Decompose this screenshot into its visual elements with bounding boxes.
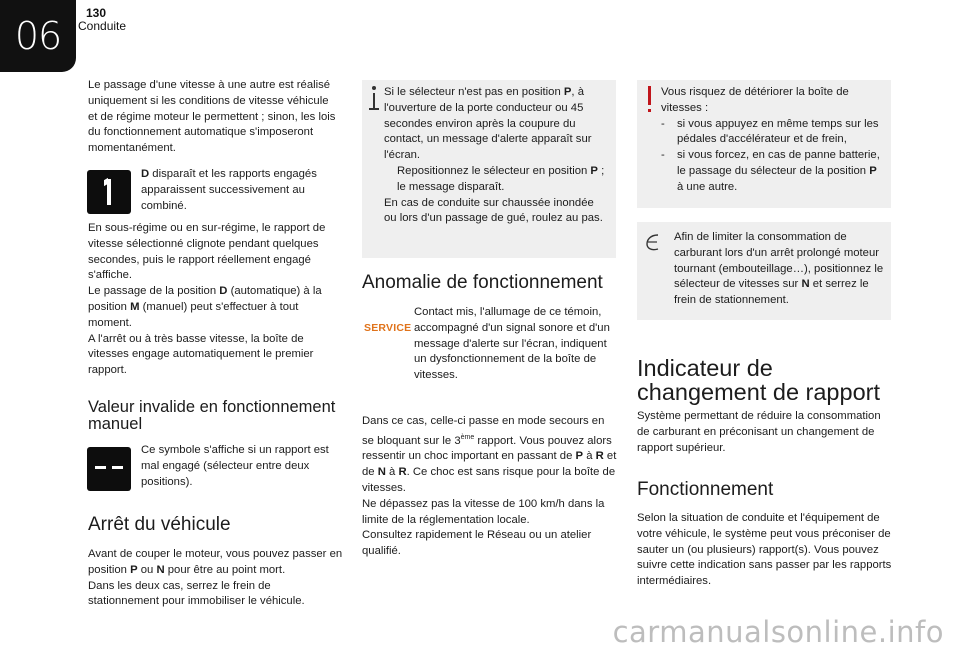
stop-c: pour être au point mort.	[164, 563, 286, 576]
para2-b1: Le passage de la position	[88, 285, 220, 298]
case-r2: R	[398, 466, 407, 479]
info-bullet-a: Repositionnez le sélecteur en position	[397, 164, 591, 177]
stop-paragraph	[88, 547, 343, 610]
case-e: à	[385, 466, 399, 479]
info-b: , à l'ouverture de la porte conducteur ou 45 secondes environ après la coupure du contact, un message d'alerte apparaît sur l'écran.	[384, 86, 592, 162]
case-d: et de	[362, 450, 617, 479]
d-letter: D	[141, 168, 150, 180]
heading-anomaly: Anomalie de fonctionnement	[362, 272, 603, 293]
d-text: disparaît et les rapports engagés apparaissent successivement au combiné.	[141, 168, 317, 212]
case-a: Dans ce cas, celle-ci passe en mode secours en se bloquant sur le 3	[362, 415, 605, 447]
info-c: En cas de conduite sur chaussée inondée ou lors d'un passage de gué, roulez au pas.	[384, 196, 603, 225]
eco-box	[637, 222, 891, 320]
service-warning-icon: SERVICE	[364, 322, 412, 334]
case-g: Ne dépassez pas la vitesse de 100 km/h dans la limite de la réglementation locale.	[362, 497, 605, 526]
warn-intro: Vous risquez de détériorer la boîte de vitesses :	[661, 86, 849, 114]
case-p: P	[575, 450, 584, 463]
eco-n: N	[801, 278, 810, 291]
gear-change-paragraph	[88, 221, 340, 379]
function-paragraph	[637, 511, 892, 590]
invalid-gear-icon	[87, 447, 131, 491]
para2-b3: (manuel) peut s'effectuer à tout moment.	[88, 300, 299, 329]
info-bullet-b: ; le message disparaît.	[397, 164, 605, 193]
case-b: rapport. Vous pouvez alors ressentir un choc important en passant de	[362, 434, 612, 463]
dash-mark: -	[661, 117, 665, 130]
stop-d: Dans les deux cas, serrez le frein de stationnement pour immobiliser le véhicule.	[88, 579, 305, 608]
warn-item2-p: P	[869, 164, 877, 177]
case-c: à	[583, 450, 596, 463]
para2-m: M	[130, 300, 140, 313]
heading-vehicle-stop: Arrêt du véhicule	[88, 514, 231, 535]
warn-item2-a: si vous forcez, en cas de panne batterie, le passage du sélecteur de la position	[677, 149, 880, 177]
heading-invalid-value: Valeur invalide en fonctionnement manuel	[88, 398, 336, 433]
anomaly-paragraph	[414, 305, 610, 384]
eco-b: et serrez le frein de stationnement.	[674, 278, 869, 307]
info-p: P	[563, 86, 572, 98]
eco-leaf-icon	[645, 232, 661, 252]
chapter-number: 06	[0, 0, 76, 72]
para2-a: En sous-régime ou en sur-régime, le rapport de vitesse sélectionné clignote pendant quelques secondes, puis le rapport réellement engagé s'affiche.	[88, 222, 326, 282]
warning-exclamation-icon	[647, 86, 653, 114]
stop-b: ou	[137, 563, 157, 576]
dash-mark: -	[661, 149, 665, 162]
intro-paragraph	[88, 78, 338, 157]
case-n: N	[377, 466, 386, 479]
case-paragraph	[362, 414, 618, 560]
case-sup: ème	[460, 433, 475, 441]
info-bullet-p: P	[590, 164, 598, 177]
heading-shift-indicator: Indicateur de changement de rapport	[637, 355, 880, 405]
indicator-text: Système permettant de réduire la consommation de carburant en préconisant un changement de rapport supérieur.	[637, 410, 881, 454]
case-f: . Ce choc est sans risque pour la boîte de vitesses.	[362, 466, 616, 494]
para2-b2: (automatique) à la position	[88, 285, 322, 313]
case-r1: R	[595, 450, 604, 463]
d-paragraph	[141, 167, 336, 214]
case-h: Consultez rapidement le Réseau ou un atelier qualifié.	[362, 529, 592, 558]
stop-a: Avant de couper le moteur, vous pouvez passer en position	[88, 548, 343, 576]
function-text: Selon la situation de conduite et l'équipement de votre véhicule, le système peut vous préconiser de sauter un (ou plusieurs) rapport(s). Vous pouvez suivre cette indication sans passer par les rapports intermédiaires.	[637, 512, 892, 588]
indicator-paragraph	[637, 409, 892, 456]
eco-a: Afin de limiter la consommation de carburant lors d'un arrêt prolongé moteur tournant (embouteillage…), positionnez le sélecteur de vitesses sur	[674, 231, 884, 291]
info-a: Si le sélecteur n'est pas en position	[384, 86, 564, 98]
invalid-text: Ce symbole s'affiche si un rapport est mal engagé (sélecteur entre deux positions).	[141, 444, 329, 488]
section-title: Conduite	[78, 19, 127, 33]
info-icon	[369, 86, 379, 114]
info-text-block	[384, 85, 609, 227]
stop-n: N	[156, 563, 165, 576]
info-box	[362, 80, 616, 258]
warning-text-block	[661, 85, 885, 196]
anomaly-text: Contact mis, l'allumage de ce témoin, accompagné d'un signal sonore et d'un message d'alerte sur l'écran, indiquent un dysfonctionnement de la boîte de vitesses.	[414, 306, 610, 382]
page-number: 130	[86, 6, 107, 20]
heading-operation: Fonctionnement	[637, 479, 774, 500]
stop-p: P	[130, 563, 138, 576]
warn-item2-b: à une autre.	[677, 180, 738, 193]
invalid-paragraph	[141, 443, 331, 490]
para2-d: D	[219, 285, 228, 298]
gear-display-icon	[87, 170, 131, 214]
watermark: carmanualsonline.info	[612, 615, 944, 649]
warn-item1: si vous appuyez en même temps sur les pédales d'accélérateur et de frein,	[677, 117, 879, 146]
eco-text-block	[674, 230, 888, 309]
para2-c: A l'arrêt ou à très basse vitesse, la boîte de vitesses engage automatiquement le premier rapport.	[88, 332, 314, 377]
warning-box	[637, 80, 891, 208]
intro-text: Le passage d'une vitesse à une autre est réalisé uniquement si les conditions de vitesse véhicule et de régime moteur le permettent ; sinon, les lois du fonctionnement automatique s'imposeront momentanément.	[88, 79, 336, 155]
